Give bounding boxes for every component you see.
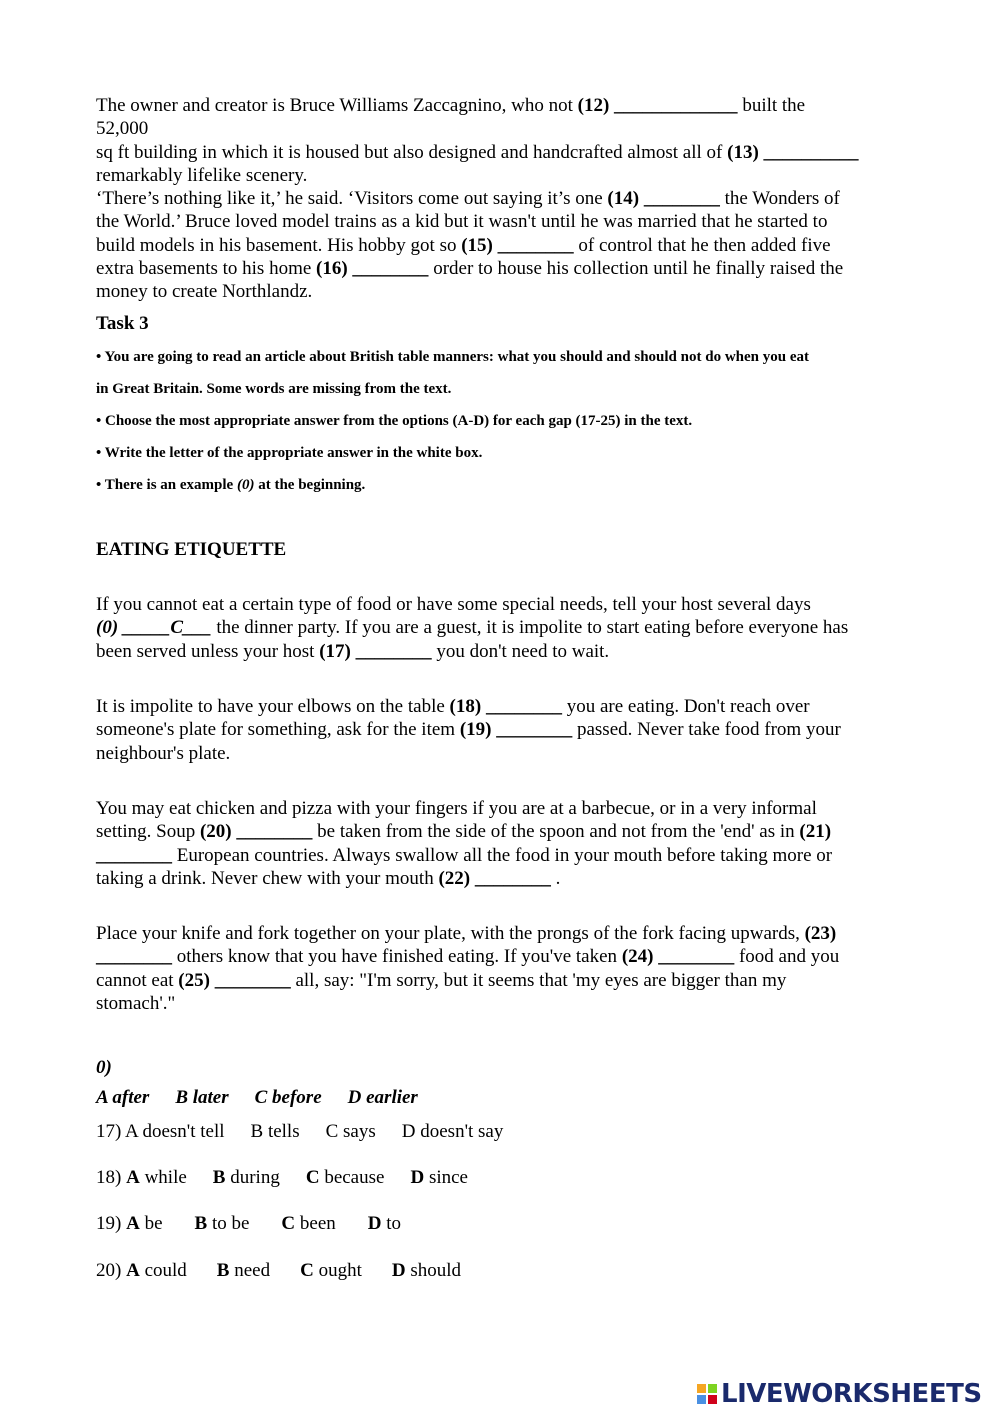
question-17-options: 17) A doesn't tell B tells C says D doesn't say — [96, 1121, 504, 1142]
option-a: A after — [96, 1087, 150, 1108]
option-a: be — [139, 1213, 163, 1234]
option-c: been — [295, 1213, 336, 1234]
article-paragraph-3: You may eat chicken and pizza with your fingers if you are at a barbecue, or in a very informal setting. Soup (20) ________ be taken from the side of the spoon and not from the 'end' as in (21) ________ European countries. Always swallow all the food in your mouth before taking more or taking a drink. Never chew with your mouth (22) ________ . — [96, 798, 833, 889]
passage-line: extra basements to his home (16) ________ order to house his collection until he finally raised the — [96, 258, 844, 280]
example-options — [96, 1087, 418, 1109]
gap-22: (22) ________ — [438, 867, 551, 889]
question-19-options: 19) A be B to be C been D to — [96, 1213, 402, 1234]
passage-line: the World.’ Bruce loved model trains as a kid but it wasn't until he was married that he started to — [96, 211, 828, 233]
option-a: A doesn't tell — [125, 1121, 225, 1142]
liveworksheets-logo — [697, 1378, 982, 1410]
gap-0-example: (0) _____C___ — [96, 617, 212, 639]
option-c: ought — [313, 1260, 362, 1281]
passage-line: money to create Northlandz. — [96, 281, 313, 303]
article-paragraph-2: It is impolite to have your elbows on the table (18) ________ you are eating. Don't reach over someone's plate for something, ask for the item (19) ________ passed. Never take food from your neighbour's plate. — [96, 696, 841, 764]
instruction-line: • Write the letter of the appropriate answer in the white box. — [96, 445, 483, 461]
gap-21-label: (21) — [799, 821, 832, 843]
gap-23: ________ — [96, 946, 172, 968]
gap-16: (16) ________ — [316, 258, 429, 280]
option-c: because — [319, 1167, 385, 1188]
passage-line: build models in his basement. His hobby got so (15) ________ of control that he then added five — [96, 234, 831, 256]
gap-19: (19) ________ — [459, 719, 573, 741]
passage-line: The owner and creator is Bruce Williams Zaccagnino, who not (12) _____________ built the — [96, 95, 806, 116]
logo-squares-icon — [697, 1384, 717, 1404]
gap-18: (18) ________ — [449, 696, 562, 717]
question-18-options: 18) A while B during C because D since — [96, 1167, 468, 1188]
option-d: to — [381, 1213, 402, 1234]
option-d: D doesn't say — [401, 1121, 504, 1142]
gap-15: (15) ________ — [461, 234, 574, 256]
gap-14: (14) ________ — [607, 188, 720, 210]
passage-line: remarkably lifelike scenery. — [96, 164, 308, 186]
instruction-line: • You are going to read an article about British table manners: what you should and should not do when you eat — [96, 349, 809, 365]
instruction-line: • Choose the most appropriate answer from the options (A-D) for each gap (17-25) in the text. — [96, 413, 693, 429]
passage-line: ‘There’s nothing like it,’ he said. ‘Visitors come out saying it’s one (14) ________ the Wonders of — [96, 188, 840, 210]
passage-line: 52,000 — [96, 118, 149, 140]
option-d: should — [405, 1260, 462, 1281]
option-a: while — [139, 1167, 187, 1188]
article-paragraph-1: If you cannot eat a certain type of food or have some special needs, tell your host several days (0) _____C___ the dinner party. If you are a guest, it is impolite to start eating before everyone has been served unless your host (17) ________ you don't need to wait. — [96, 594, 849, 662]
option-c: C before — [254, 1087, 322, 1108]
article-heading: EATING ETIQUETTE — [96, 539, 287, 560]
option-d: D earlier — [347, 1087, 418, 1108]
option-d: since — [424, 1167, 468, 1188]
gap-12: (12) _____________ — [577, 95, 738, 116]
instruction-line: • There is an example (0) at the beginning. — [96, 477, 366, 493]
option-c: C says — [325, 1121, 376, 1142]
question-20-options: 20) A could B need C ought D should — [96, 1260, 462, 1281]
option-b: B tells — [250, 1121, 300, 1142]
option-b: to be — [207, 1213, 250, 1234]
passage-top — [96, 94, 916, 304]
gap-13: (13) __________ — [727, 141, 859, 163]
gap-20: (20) ________ — [199, 821, 313, 843]
gap-24: (24) ________ — [621, 946, 735, 968]
option-b: need — [229, 1260, 271, 1281]
article-paragraph-4: Place your knife and fork together on your plate, with the prongs of the fork facing upwards, (23) ________ others know that you have finished eating. If you've taken (24) ________ food and you cannot eat (25) ________ all, say: "I'm sorry, but it seems that 'my eyes are bigger than my stomach'." — [96, 923, 840, 1014]
option-b: B later — [175, 1087, 229, 1108]
example-label: 0) — [96, 1057, 112, 1078]
gap-25: (25) ________ — [178, 969, 291, 991]
task-title: Task 3 — [96, 313, 149, 334]
gap-17: (17) ________ — [319, 640, 432, 662]
brand-name: LIVEWORKSHEETS — [721, 1379, 982, 1409]
gap-21: ________ — [96, 844, 172, 866]
gap-23-label: (23) — [804, 923, 837, 944]
instruction-line: in Great Britain. Some words are missing from the text. — [96, 381, 452, 397]
passage-line: sq ft building in which it is housed but also designed and handcrafted almost all of (13) __________ — [96, 141, 859, 163]
option-b: during — [225, 1167, 280, 1188]
option-a: could — [139, 1260, 187, 1281]
